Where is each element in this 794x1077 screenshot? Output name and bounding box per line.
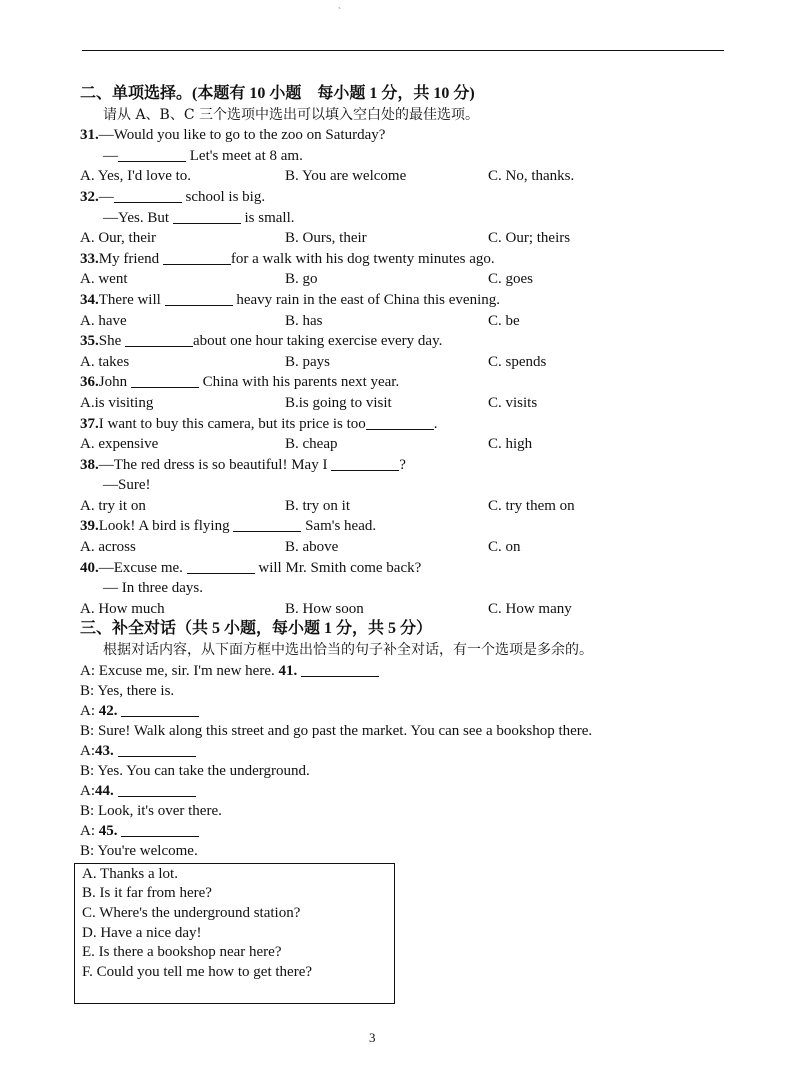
question-item [80, 249, 730, 290]
section-2-instruction: 请从 A、B、C 三个选项中选出可以填入空白处的最佳选项。 [103, 106, 480, 123]
option-b[interactable]: B. Ours, their [285, 230, 367, 247]
header-mark: 、 [338, 1, 346, 10]
question-text: — school is big. [98, 188, 266, 205]
option-a[interactable]: A. takes [80, 353, 130, 370]
answer-blank[interactable] [331, 456, 399, 471]
dialogue-text: You're welcome. [97, 842, 198, 859]
answer-options [80, 537, 730, 558]
answer-options [80, 269, 730, 290]
question-text: She about one hour taking exercise every day. [98, 333, 443, 350]
question-number: 35. [80, 333, 99, 350]
answer-blank[interactable] [114, 188, 182, 203]
blank-number: 44. [95, 782, 114, 799]
option-b[interactable]: B. pays [285, 353, 330, 370]
option-c[interactable]: C. No, thanks. [488, 168, 575, 185]
question-number: 34. [80, 291, 99, 308]
option-a[interactable]: A. across [80, 539, 136, 556]
blank-number: 45. [98, 822, 118, 839]
question-line [80, 146, 730, 167]
option-a[interactable]: A. Our, their [80, 230, 157, 247]
answer-blank[interactable] [121, 822, 199, 837]
dialogue-text: Yes. You can take the underground. [97, 762, 310, 779]
speaker-label: B: [80, 762, 98, 779]
question-text: There will heavy rain in the east of China this evening. [98, 291, 500, 308]
answer-blank[interactable] [301, 662, 379, 677]
box-option: E. Is there a bookshop near here? [82, 944, 282, 961]
answer-blank[interactable] [366, 415, 434, 430]
dialogue-line [80, 781, 730, 801]
answer-blank[interactable] [165, 291, 233, 306]
question-stem [80, 414, 730, 435]
question-text: —Excuse me. will Mr. Smith come back? [98, 559, 422, 576]
blank-number: 43. [95, 742, 114, 759]
question-number: 37. [80, 415, 99, 432]
answer-blank[interactable] [125, 332, 193, 347]
speaker-label: B: [80, 682, 98, 699]
dialogue-text: Excuse me, sir. I'm new here. [98, 662, 279, 679]
box-option: C. Where's the underground station? [82, 905, 301, 921]
answer-options [80, 393, 730, 414]
question-item [80, 331, 730, 372]
blank-number: 41. [278, 662, 298, 679]
section-2-title: 二、单项选择。(本题有 10 小题 每小题 1 分，共 10 分) [80, 85, 475, 102]
question-text: I want to buy this camera, but its price is too . [98, 415, 438, 432]
question-stem [80, 125, 730, 146]
option-b[interactable]: B. How soon [285, 600, 364, 617]
dialogue-line [80, 741, 730, 761]
question-stem [80, 249, 730, 270]
answer-options [80, 434, 730, 455]
question-number: 32. [80, 188, 99, 205]
dialogue-line [80, 661, 730, 681]
section-3-instruction: 根据对话内容，从下面方框中选出恰当的句子补全对话，有一个选项是多余的。 [103, 642, 593, 659]
question-number: 39. [80, 518, 99, 535]
question-text: —Sure! [103, 477, 151, 494]
question-item [80, 290, 730, 331]
question-line [80, 578, 730, 599]
answer-options [80, 599, 730, 620]
option-c[interactable]: C. on [488, 539, 521, 556]
speaker-label: A: [80, 742, 95, 759]
box-option: A. Thanks a lot. [82, 865, 178, 882]
question-item [80, 372, 730, 413]
answer-blank[interactable] [233, 517, 301, 532]
question-number: 36. [80, 374, 99, 391]
option-b[interactable]: B. cheap [285, 436, 338, 453]
speaker-label: A: [80, 662, 99, 679]
question-stem [80, 331, 730, 352]
speaker-label: B: [80, 802, 98, 819]
question-stem [80, 372, 730, 393]
option-a[interactable]: A. expensive [80, 436, 159, 453]
answer-blank[interactable] [118, 782, 196, 797]
question-text: Look! A bird is flying Sam's head. [98, 518, 377, 535]
option-b[interactable]: B.is going to visit [285, 394, 392, 411]
dialogue-line [80, 801, 730, 821]
option-c[interactable]: C. high [488, 436, 533, 453]
question-number: 33. [80, 250, 99, 267]
option-b[interactable]: B. above [285, 539, 339, 556]
question-stem [80, 558, 730, 579]
question-stem [80, 290, 730, 311]
answer-options [80, 166, 730, 187]
dialogue-text: Sure! Walk along this street and go past the market. You can see a bookshop there. [97, 722, 593, 739]
option-a[interactable]: A. went [80, 271, 128, 288]
page-number: 3 [369, 1030, 376, 1045]
dialogue-text: Yes, there is. [97, 682, 175, 699]
dialogue [80, 661, 730, 861]
question-text: —Yes. But is small. [103, 209, 295, 226]
box-option: F. Could you tell me how to get there? [82, 964, 313, 981]
worksheet-content [80, 84, 730, 1004]
dialogue-line [80, 841, 730, 861]
question-stem [80, 455, 730, 476]
answer-blank[interactable] [131, 373, 199, 388]
blank-number: 42. [98, 702, 118, 719]
question-number: 31. [80, 127, 99, 144]
answer-blank[interactable] [173, 209, 241, 224]
answer-blank[interactable] [163, 250, 231, 265]
answer-options [80, 352, 730, 373]
option-b[interactable]: B. go [285, 271, 318, 288]
options-box [74, 863, 395, 1004]
option-c[interactable]: C. Our; theirs [488, 230, 571, 247]
header-rule [82, 50, 724, 51]
question-number: 38. [80, 456, 99, 473]
box-option: B. Is it far from here? [82, 885, 212, 902]
option-c[interactable]: C. try them on [488, 497, 575, 514]
answer-blank[interactable] [187, 559, 255, 574]
answer-options [80, 311, 730, 332]
option-c[interactable]: C. spends [488, 353, 547, 370]
answer-options [80, 496, 730, 517]
question-item [80, 516, 730, 557]
question-line [80, 208, 730, 229]
question-item [80, 125, 730, 187]
section-3-title: 三、补全对话（共 5 小题，每小题 1 分，共 5 分） [80, 620, 433, 638]
question-line [80, 475, 730, 496]
questions-list [80, 125, 730, 619]
option-b[interactable]: B. has [285, 312, 323, 329]
question-text: John China with his parents next year. [98, 374, 400, 391]
question-number: 40. [80, 559, 99, 576]
answer-blank[interactable] [118, 147, 186, 162]
question-item [80, 414, 730, 455]
dialogue-line [80, 821, 730, 841]
box-option: D. Have a nice day! [82, 924, 202, 941]
speaker-label: B: [80, 842, 98, 859]
option-a[interactable]: A.is visiting [80, 394, 154, 411]
question-text: —Would you like to go to the zoo on Saturday? [98, 127, 386, 144]
question-text: My friend for a walk with his dog twenty minutes ago. [98, 250, 495, 267]
answer-options [80, 228, 730, 249]
option-a[interactable]: A. have [80, 312, 127, 329]
dialogue-line [80, 721, 730, 741]
answer-blank[interactable] [121, 702, 199, 717]
option-c[interactable]: C. be [488, 312, 520, 329]
option-c[interactable]: C. visits [488, 394, 538, 411]
option-a[interactable]: A. How much [80, 600, 165, 617]
option-c[interactable]: C. goes [488, 271, 533, 288]
dialogue-text: Look, it's over there. [97, 802, 222, 819]
option-a[interactable]: A. Yes, I'd love to. [80, 168, 192, 185]
question-item [80, 455, 730, 517]
dialogue-line [80, 701, 730, 721]
option-b[interactable]: B. try on it [285, 497, 351, 514]
speaker-label: A: [80, 702, 99, 719]
dialogue-line [80, 761, 730, 781]
speaker-label: A: [80, 822, 99, 839]
question-text: —The red dress is so beautiful! May I ? [98, 456, 406, 473]
question-text: — In three days. [103, 580, 203, 597]
option-a[interactable]: A. try it on [80, 497, 146, 514]
answer-blank[interactable] [118, 742, 196, 757]
question-text: — Let's meet at 8 am. [103, 147, 303, 164]
option-c[interactable]: C. How many [488, 600, 572, 617]
speaker-label: A: [80, 782, 95, 799]
question-stem [80, 516, 730, 537]
question-item [80, 187, 730, 249]
dialogue-line [80, 681, 730, 701]
question-stem [80, 187, 730, 208]
question-item [80, 558, 730, 620]
option-b[interactable]: B. You are welcome [285, 168, 407, 185]
speaker-label: B: [80, 722, 98, 739]
